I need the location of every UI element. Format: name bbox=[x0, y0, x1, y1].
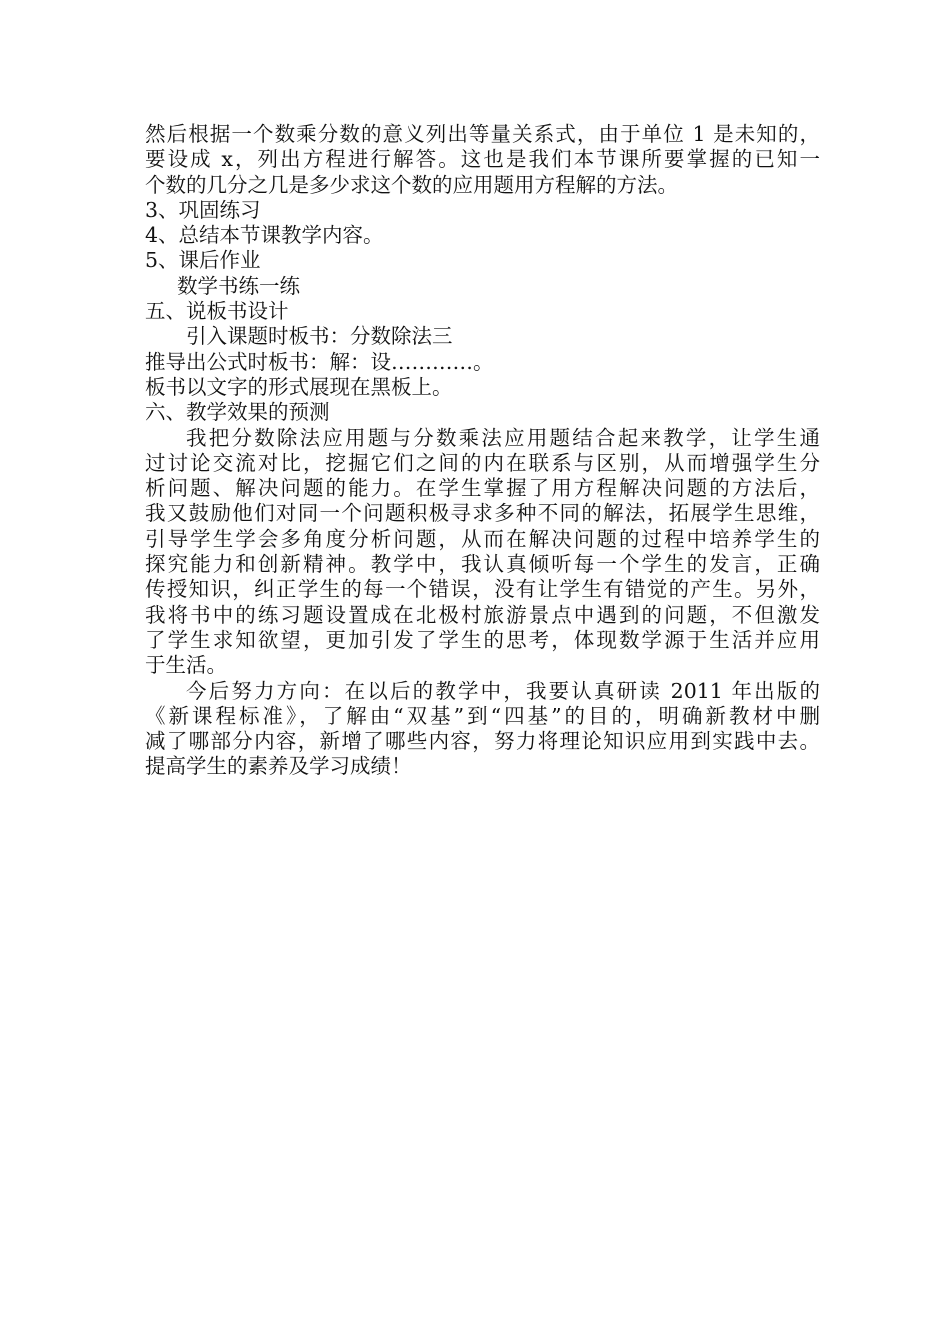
text-line: 我将书中的练习题设置成在北极村旅游景点中遇到的问题，不但激发 bbox=[145, 602, 820, 627]
text-line: 探究能力和创新精神。教学中，我认真倾听每一个学生的发言，正确 bbox=[145, 552, 820, 577]
text-line: 减了哪部分内容，新增了哪些内容，努力将理论知识应用到实践中去。 bbox=[145, 729, 820, 754]
text-line: 传授知识，纠正学生的每一个错误，没有让学生有错觉的产生。另外， bbox=[145, 577, 820, 602]
document-body bbox=[145, 122, 820, 780]
section-item: 5、课后作业 bbox=[145, 248, 261, 273]
section-heading: 六、教学效果的预测 bbox=[145, 400, 330, 425]
text-line: 个数的几分之几是多少求这个数的应用题用方程解的方法。 bbox=[145, 172, 678, 197]
text-line: 过讨论交流对比，挖掘它们之间的内在联系与区别，从而增强学生分 bbox=[145, 450, 820, 475]
text-line: 然后根据一个数乘分数的意义列出等量关系式，由于单位 1 是未知的， bbox=[145, 122, 820, 146]
section-item: 4、总结本节课教学内容。 bbox=[145, 223, 384, 248]
text-line: 提高学生的素养及学习成绩！ bbox=[145, 754, 412, 779]
text-line: 数学书练一练 bbox=[177, 273, 300, 298]
text-line: 《新课程标准》，了解由“双基”到“四基”的目的，明确新教材中删 bbox=[145, 703, 820, 728]
section-item: 3、巩固练习 bbox=[145, 197, 261, 222]
text-line: 板书以文字的形式展现在黑板上。 bbox=[145, 374, 453, 399]
text-line: 引入课题时板书：分数除法三 bbox=[186, 324, 453, 349]
text-line: 引导学生学会多角度分析问题，从而在解决问题的过程中培养学生的 bbox=[145, 526, 820, 551]
text-line: 我把分数除法应用题与分数乘法应用题结合起来教学，让学生通 bbox=[186, 425, 820, 450]
text-line: 析问题、解决问题的能力。在学生掌握了用方程解决问题的方法后， bbox=[145, 476, 820, 501]
section-heading: 五、说板书设计 bbox=[145, 299, 289, 324]
text-line: 今后努力方向：在以后的教学中，我要认真研读 2011 年出版的 bbox=[186, 678, 820, 703]
text-line: 于生活。 bbox=[145, 653, 227, 678]
text-line: 要设成 x，列出方程进行解答。这也是我们本节课所要掌握的已知一 bbox=[145, 147, 820, 172]
text-line: 了学生求知欲望，更加引发了学生的思考，体现数学源于生活并应用 bbox=[145, 627, 820, 652]
text-line: 我又鼓励他们对同一个问题积极寻求多种不同的解法，拓展学生思维， bbox=[145, 501, 820, 526]
text-line: 推导出公式时板书：解：设…………。 bbox=[145, 349, 494, 374]
